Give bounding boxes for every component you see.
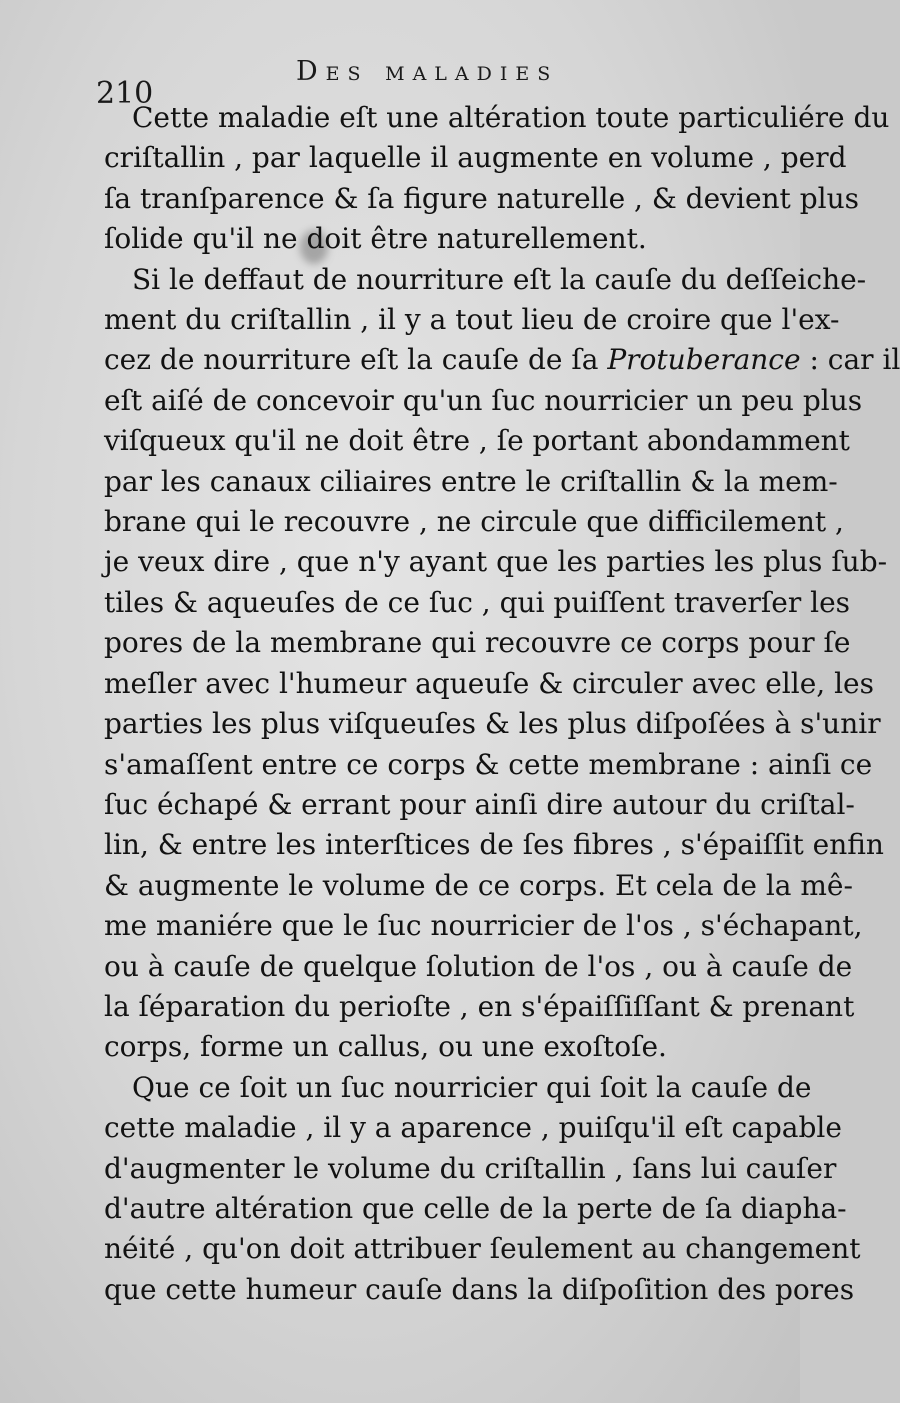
text-line: cette maladie , il y a aparence , puiſqu'il eſt capable <box>104 1111 842 1145</box>
running-head: Des maladies <box>296 56 559 87</box>
text-line-with-italic <box>104 340 900 380</box>
text-line: tiles & aqueuſes de ce ſuc , qui puiſſent traverſer les <box>104 585 851 619</box>
paragraph-3 <box>104 1068 861 1310</box>
text-line: par les canaux ciliaires entre le criſtallin & la mem- <box>104 464 838 498</box>
text-line: criſtallin , par laquelle il augmente en volume , perd <box>104 141 847 175</box>
text-line: me maniére que le ſuc nourricier de l'os , s'échapant, <box>104 909 863 943</box>
paragraph-2 <box>104 260 900 1068</box>
text-line: Si le deffaut de nourriture eſt la cauſe du deſſeiche- <box>132 262 867 296</box>
text-line: la ſéparation du perioſte , en s'épaiſſiſſant & prenant <box>104 989 855 1023</box>
text-line: que cette humeur cauſe dans la diſpoſition des pores <box>104 1272 855 1306</box>
text-line: parties les plus viſqueuſes & les plus diſpoſées à s'unir <box>104 707 881 741</box>
text-line: s'amaſſent entre ce corps & cette membrane : ainſi ce <box>104 747 873 781</box>
text-line: & augmente le volume de ce corps. Et cela de la mê- <box>104 868 853 902</box>
text-segment: : car il <box>809 343 900 377</box>
text-line: corps, forme un callus, ou une exoſtoſe. <box>104 1030 667 1064</box>
italic-term: Protuberance <box>607 343 801 377</box>
text-line: meſler avec l'humeur aqueuſe & circuler avec elle, les <box>104 666 874 700</box>
text-line: brane qui le recouvre , ne circule que difficilement , <box>104 505 844 539</box>
text-line: d'autre altération que celle de la perte de ſa diapha- <box>104 1191 847 1225</box>
text-line: Que ce ſoit un ſuc nourricier qui ſoit la cauſe de <box>132 1070 812 1104</box>
text-line: je veux dire , que n'y ayant que les parties les plus ſub- <box>104 545 888 579</box>
page-number: 210 <box>96 76 154 111</box>
text-line: ment du criſtallin , il y a tout lieu de croire que l'ex- <box>104 303 840 337</box>
text-segment: cez de nourriture eſt la cauſe de ſa <box>104 343 599 377</box>
paragraph-1 <box>104 98 890 260</box>
text-line: lin, & entre les interſtices de ſes fibres , s'épaiſſit enfin <box>104 828 884 862</box>
text-line: ou à cauſe de quelque ſolution de l'os , ou à cauſe de <box>104 949 853 983</box>
body-text <box>104 98 900 1310</box>
text-line: eſt aiſé de concevoir qu'un ſuc nourricier un peu plus <box>104 383 863 417</box>
text-line: ſolide qu'il ne doit être naturellement. <box>104 222 647 256</box>
text-line: viſqueux qu'il ne doit être , ſe portant abondamment <box>104 424 850 458</box>
text-line: d'augmenter le volume du criſtallin , ſans lui cauſer <box>104 1151 837 1185</box>
text-line: Cette maladie eſt une altération toute particuliére du <box>132 101 890 134</box>
text-line: ſa tranſparence & ſa figure naturelle , & devient plus <box>104 181 859 215</box>
text-line: néité , qu'on doit attribuer ſeulement au changement <box>104 1232 861 1266</box>
text-line: pores de la membrane qui recouvre ce corps pour ſe <box>104 626 851 660</box>
text-line: ſuc échapé & errant pour ainſi dire autour du criſtal- <box>104 787 855 821</box>
